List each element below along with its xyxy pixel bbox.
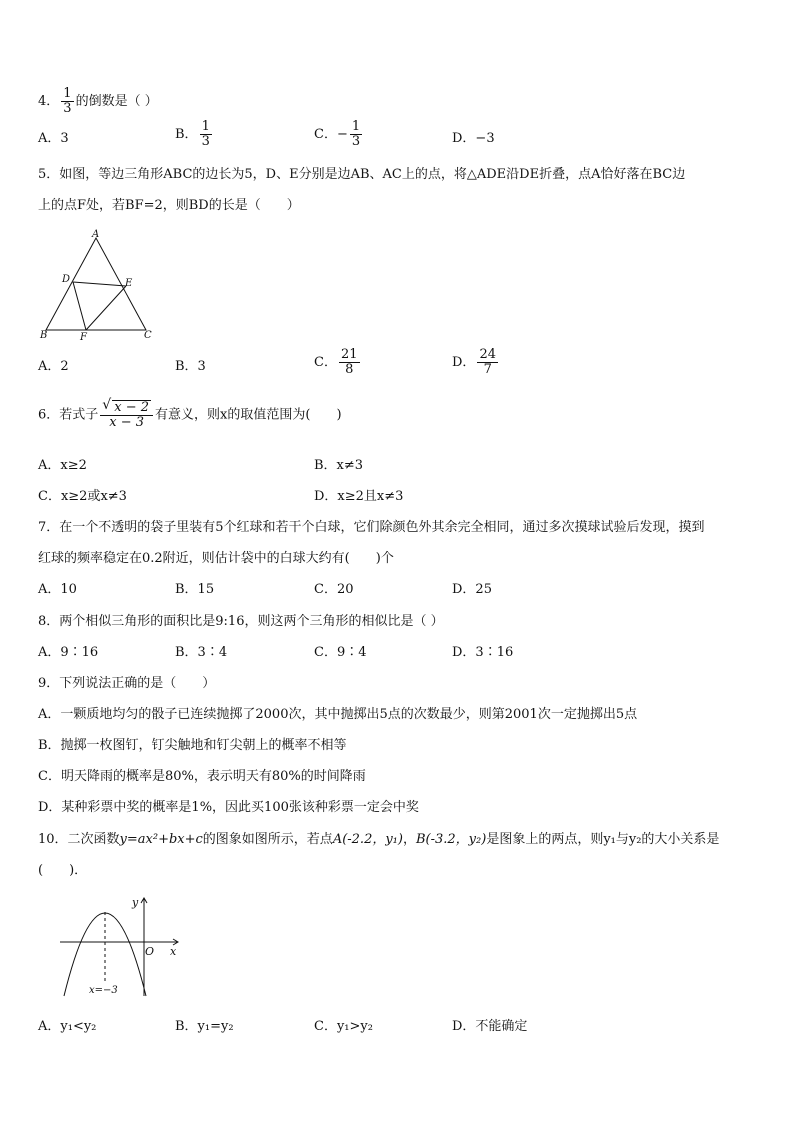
q10-line1 — [38, 830, 719, 850]
label-origin: O — [145, 945, 155, 958]
q5-c-den: 8 — [345, 362, 354, 377]
q6-suffix: 有意义，则x的取值范围为( ) — [155, 407, 342, 423]
q6-fraction — [100, 400, 153, 430]
q9-option-a[interactable]: A．一颗质地均匀的骰子已连续抛掷了2000次，其中抛掷出5点的次数最少，则第2001次一定抛掷出5点 — [38, 707, 638, 722]
q5-option-a[interactable]: A．2 — [38, 359, 69, 374]
q8-option-a[interactable]: A．9∶16 — [38, 645, 99, 660]
q4-b-num: 1 — [201, 119, 210, 134]
q5-option-c-label: C． — [314, 355, 337, 370]
q5-option-c[interactable] — [314, 348, 362, 377]
q9-option-d[interactable]: D．某种彩票中奖的概率是1%，因此买100张该种彩票一定会中奖 — [38, 800, 419, 815]
q5-option-d-frac — [477, 348, 498, 377]
q4-option-d[interactable]: D．−3 — [452, 131, 495, 146]
q4-option-c-label: C． — [314, 127, 337, 142]
q10-option-a[interactable]: A．y₁<y₂ — [38, 1019, 97, 1034]
label-e: E — [125, 278, 133, 289]
q4-option-c-frac — [350, 120, 362, 149]
q4-c-num: 1 — [351, 119, 361, 134]
q4-option-c[interactable] — [314, 120, 364, 149]
q4-c-den: 3 — [351, 134, 361, 149]
q6-option-d[interactable]: D．x≥2且x≠3 — [314, 489, 404, 504]
q5-line1: 5．如图，等边三角形ABC的边长为5，D、E分别是边AB、AC上的点，将△ADE沿DE折叠，点A恰好落在BC边 — [38, 167, 686, 182]
q8-option-b[interactable]: B．3∶4 — [175, 645, 228, 660]
q4-option-b-frac — [200, 120, 212, 149]
q6-stem — [38, 400, 342, 430]
q10-suffix: 是图象上的两点，则y₁与y₂的大小关系是 — [486, 832, 720, 847]
label-f: F — [80, 332, 87, 343]
label-a: A — [92, 229, 100, 240]
q9-option-b[interactable]: B．抛掷一枚图钉，钉尖触地和钉尖朝上的概率不相等 — [38, 738, 347, 753]
q5-d-den: 7 — [483, 362, 492, 377]
q4-frac-den: 3 — [63, 101, 72, 116]
q10-point-a: A(-2.2，y₁) — [332, 832, 403, 847]
q7-option-b[interactable]: B．15 — [175, 582, 215, 597]
q10-parabola-figure — [56, 892, 186, 1000]
fold-line-de — [73, 282, 126, 286]
q7-line1: 7．在一个不透明的袋子里装有5个红球和若干个白球，它们除颜色外其余完全相同，通过多次摸球试验后发现，摸到 — [38, 520, 705, 535]
q4-text: 的倒数是（ ） — [75, 94, 158, 109]
q10-middle: 的图象如图所示，若点 — [202, 832, 333, 847]
q8-option-d[interactable]: D．3∶16 — [452, 645, 514, 660]
q5-option-d[interactable] — [452, 348, 500, 377]
q10-separator: ， — [402, 832, 416, 847]
label-d: D — [62, 274, 71, 285]
q8-stem: 8．两个相似三角形的面积比是9:16，则这两个三角形的相似比是（ ） — [38, 614, 444, 629]
q6-option-b[interactable]: B．x≠3 — [314, 458, 364, 473]
q10-option-c[interactable]: C．y₁>y₂ — [314, 1019, 373, 1034]
q7-option-d[interactable]: D．25 — [452, 582, 492, 597]
q9-stem: 9．下列说法正确的是（ ） — [38, 676, 216, 691]
q8-option-c[interactable]: C．9∶4 — [314, 645, 367, 660]
q5-triangle-figure — [38, 228, 168, 343]
q4-option-b[interactable] — [175, 120, 214, 149]
q4-option-a[interactable]: A．3 — [38, 131, 69, 146]
q6-denominator: x − 3 — [109, 415, 145, 430]
q4-b-den: 3 — [201, 134, 210, 149]
q10-option-d[interactable]: D．不能确定 — [452, 1019, 528, 1034]
q4-option-c-sign: − — [336, 127, 348, 142]
label-y: y — [132, 896, 139, 909]
q9-option-c[interactable]: C．明天降雨的概率是80%，表示明天有80%的时间降雨 — [38, 769, 366, 784]
q7-option-c[interactable]: C．20 — [314, 582, 354, 597]
q10-function: y=ax²+bx+c — [119, 832, 203, 847]
q6-numerator — [100, 400, 153, 416]
q10-prefix: 10．二次函数 — [38, 832, 120, 847]
q5-option-d-label: D． — [452, 355, 476, 370]
q6-option-a[interactable]: A．x≥2 — [38, 458, 87, 473]
q5-option-b[interactable]: B．3 — [175, 359, 206, 374]
label-b: B — [40, 330, 48, 341]
q5-option-c-frac — [339, 348, 360, 377]
segment-ef — [86, 286, 126, 330]
q10-line2: ( )． — [38, 863, 88, 878]
label-symmetry-axis: x=−3 — [89, 985, 118, 996]
q7-line2: 红球的频率稳定在0.2附近，则估计袋中的白球大约有( )个 — [38, 551, 394, 566]
q10-point-b: B(-3.2，y₂) — [415, 832, 487, 847]
q6-sqrt: √ x − 2 — [112, 400, 151, 415]
q7-option-a[interactable]: A．10 — [38, 582, 77, 597]
label-x: x — [170, 945, 177, 958]
q4-frac-num: 1 — [63, 86, 72, 101]
q4-stem — [38, 87, 158, 116]
q4-number: 4． — [38, 94, 60, 109]
q4-option-b-label: B． — [175, 127, 198, 142]
label-c: C — [144, 330, 152, 341]
q6-prefix: 6．若式子 — [38, 407, 99, 423]
q5-line2: 上的点F处，若BF=2，则BD的长是（ ） — [38, 198, 300, 213]
q5-c-num: 21 — [340, 347, 358, 362]
q10-option-b[interactable]: B．y₁=y₂ — [175, 1019, 234, 1034]
q6-option-c[interactable]: C．x≥2或x≠3 — [38, 489, 127, 504]
q5-d-num: 24 — [479, 347, 496, 362]
segment-df — [73, 282, 86, 330]
q4-fraction — [61, 87, 73, 116]
